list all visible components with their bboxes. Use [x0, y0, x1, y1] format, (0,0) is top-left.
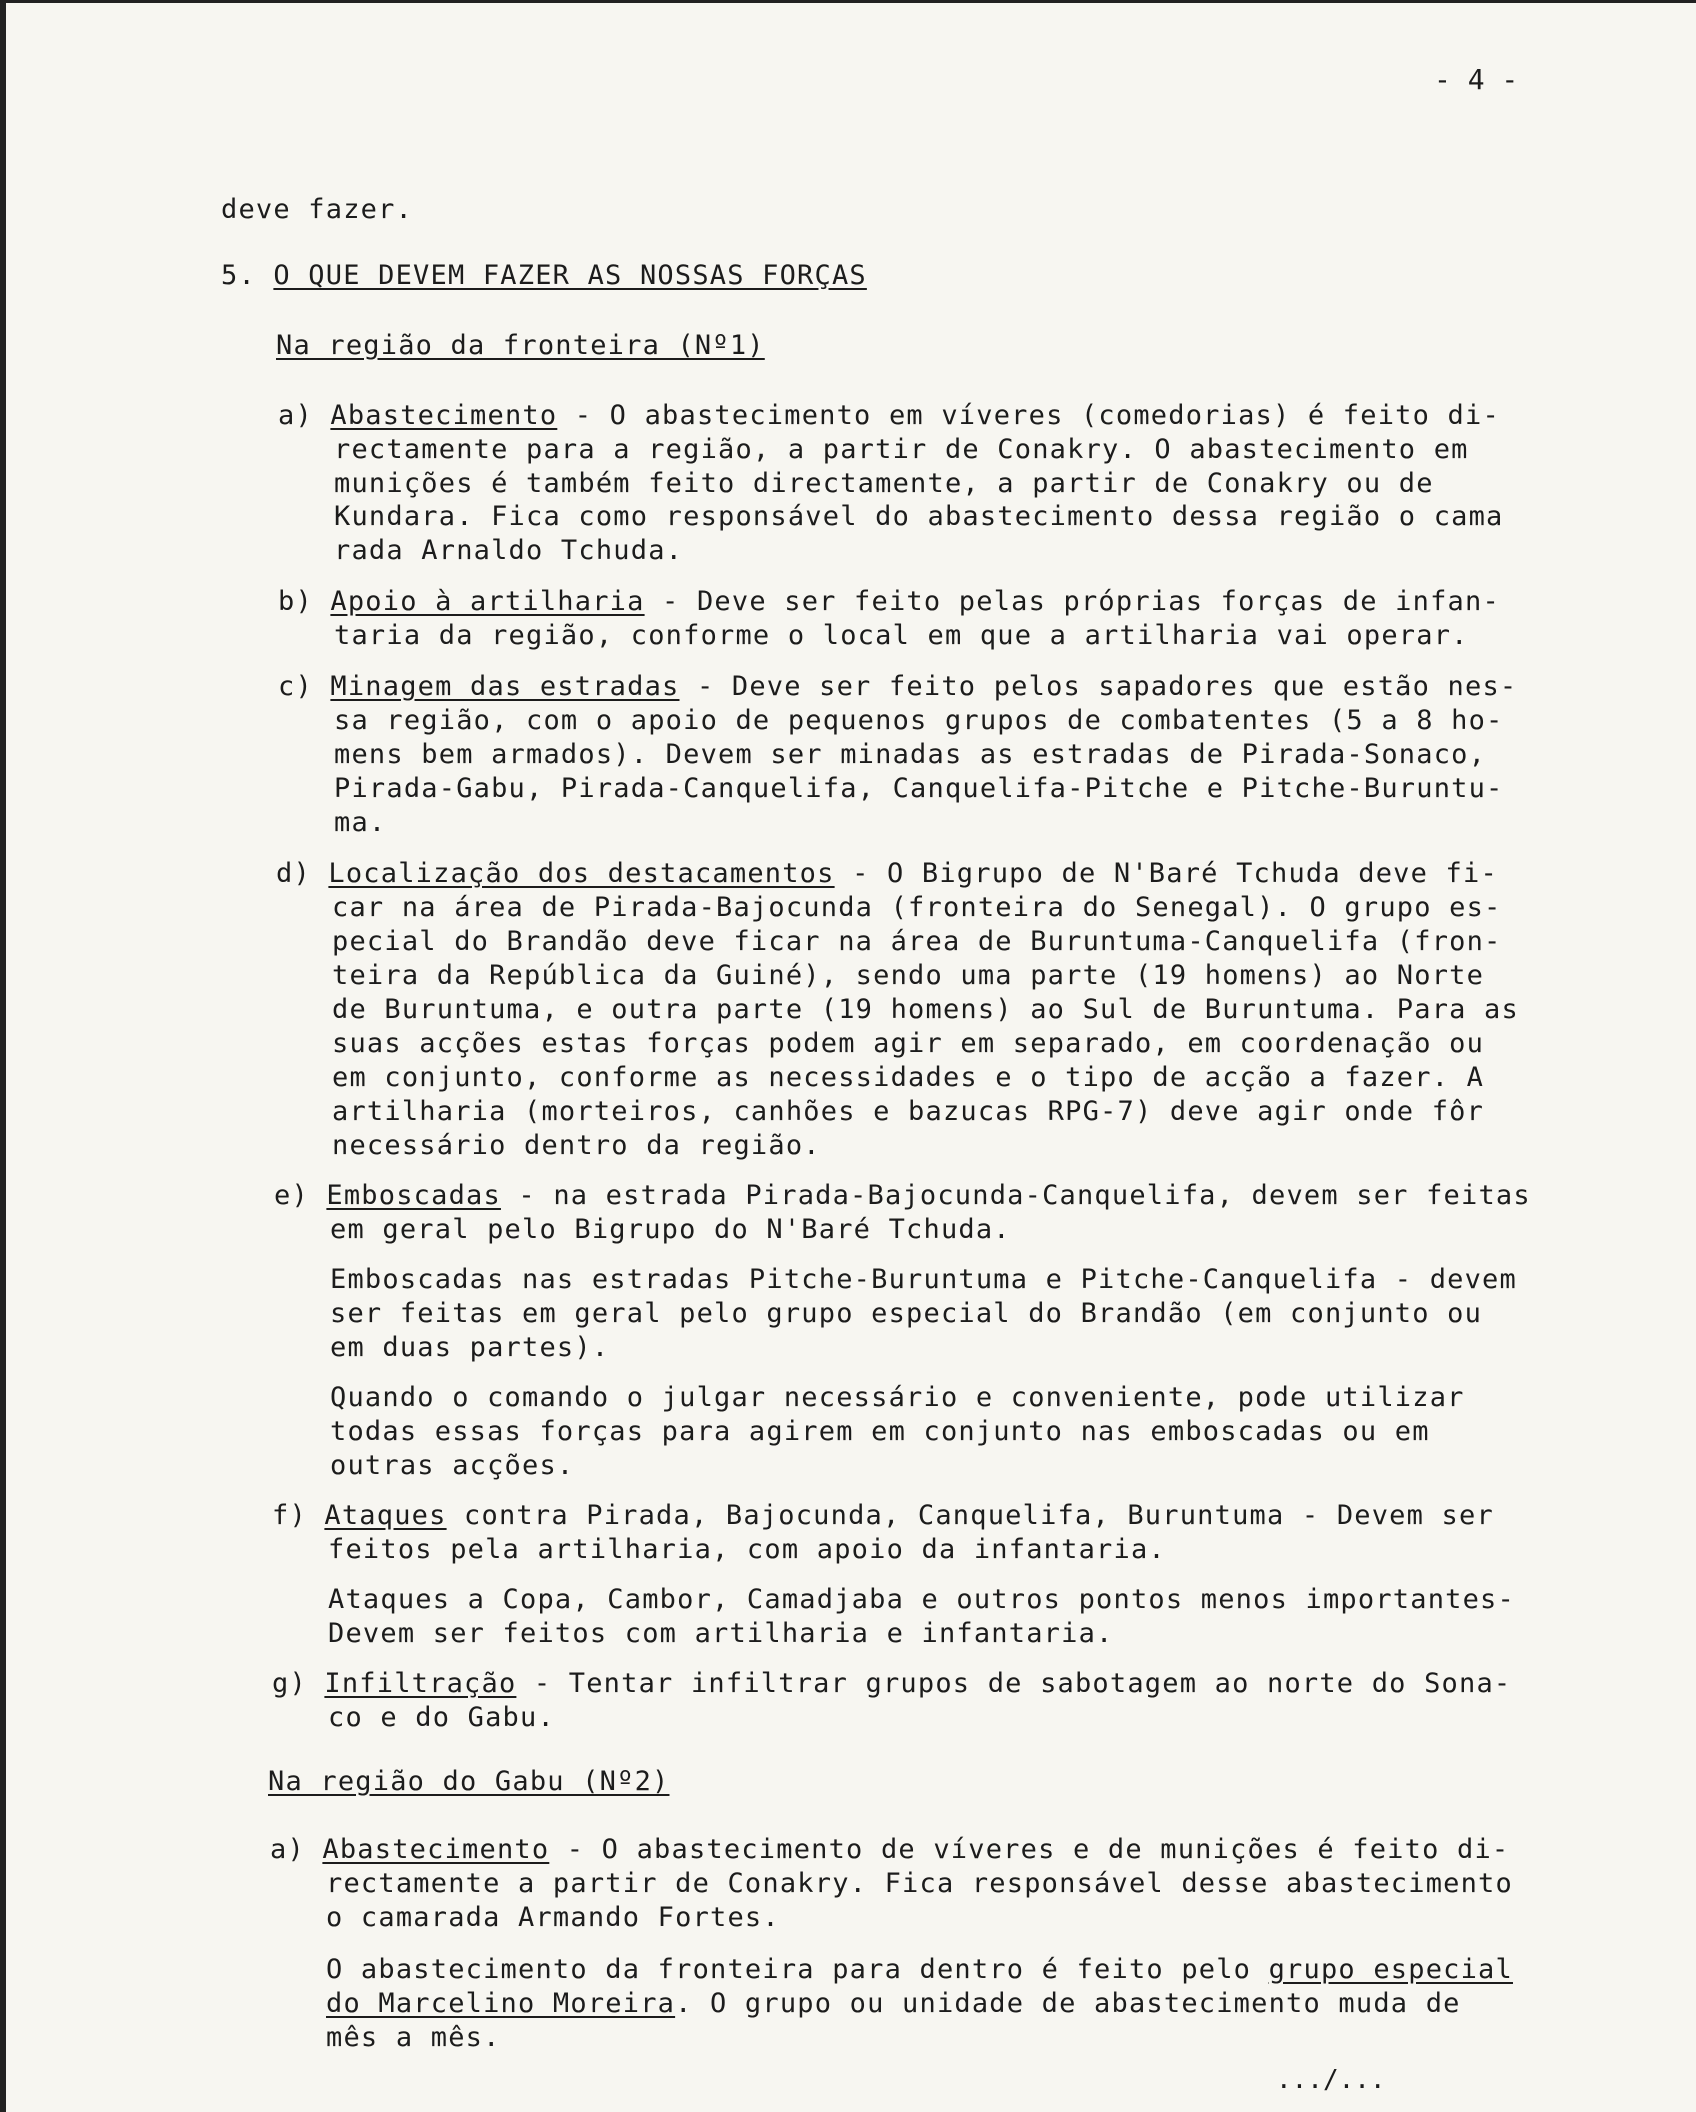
item-c-line1: c) Minagem das estradas - Deve ser feito pelos sapadores que estão nes-	[278, 671, 1518, 702]
item-e-para1-line2: ser feitas em geral pelo grupo especial do Brandão (em conjunto ou	[330, 1298, 1483, 1329]
item-f-para1-line1: Ataques a Copa, Cambor, Camadjaba e outros pontos menos importantes-	[328, 1584, 1515, 1615]
item-letter: f)	[272, 1500, 307, 1531]
item-title: Infiltração	[324, 1668, 517, 1699]
item-d-line9: necessário dentro da região.	[332, 1130, 821, 1161]
item-e-line1: e) Emboscadas - na estrada Pirada-Bajocunda-Canquelifa, devem ser feitas	[274, 1180, 1531, 1211]
item-title: Minagem das estradas	[330, 671, 680, 702]
item-title: Abastecimento	[330, 400, 558, 431]
item-letter: a)	[270, 1834, 305, 1865]
section-title: O QUE DEVEM FAZER AS NOSSAS FORÇAS	[273, 260, 867, 291]
item-e-para2-line2: todas essas forças para agirem em conjunto nas emboscadas ou em	[330, 1416, 1430, 1447]
item-e-para1-line1: Emboscadas nas estradas Pitche-Buruntuma e Pitche-Canquelifa - devem	[330, 1264, 1517, 1295]
item-letter: a)	[278, 400, 313, 431]
item-letter: b)	[278, 586, 313, 617]
item-letter: d)	[276, 858, 311, 889]
item-d-line4: teira da República da Guiné), sendo uma parte (19 homens) ao Norte	[332, 960, 1485, 991]
item-e-line2: em geral pelo Bigrupo do N'Baré Tchuda.	[330, 1214, 1011, 1245]
item-d-line7: em conjunto, conforme as necessidades e o tipo de acção a fazer. A	[332, 1062, 1485, 1093]
item-e-para1-line3: em duas partes).	[330, 1332, 610, 1363]
r2-para-line1: O abastecimento da fronteira para dentro é feito pelo grupo especial	[326, 1954, 1513, 1985]
item-d-line8: artilharia (morteiros, canhões e bazucas RPG-7) deve agir onde fôr	[332, 1096, 1485, 1127]
item-letter: g)	[272, 1668, 307, 1699]
r2-para-line3: mês a mês.	[326, 2022, 501, 2053]
item-a-line5: rada Arnaldo Tchuda.	[334, 535, 684, 566]
item-a-line2: rectamente para a região, a partir de Conakry. O abastecimento em	[334, 434, 1469, 465]
item-d-line3: pecial do Brandão deve ficar na área de Buruntuma-Canquelifa (fron-	[332, 926, 1502, 957]
item-f-line2: feitos pela artilharia, com apoio da infantaria.	[328, 1534, 1166, 1565]
r2-item-a-line3: o camarada Armando Fortes.	[326, 1902, 780, 1933]
item-d-line6: suas acções estas forças podem agir em separado, em coordenação ou	[332, 1028, 1485, 1059]
item-d-line5: de Buruntuma, e outra parte (19 homens) ao Sul de Buruntuma. Para as	[332, 994, 1519, 1025]
item-title: Localização dos destacamentos	[328, 858, 835, 889]
item-title: Apoio à artilharia	[330, 586, 645, 617]
continues-mark: .../...	[1276, 2065, 1386, 2095]
item-e-para2-line1: Quando o comando o julgar necessário e conveniente, pode utilizar	[330, 1382, 1465, 1413]
region2-heading: Na região do Gabu (Nº2)	[268, 1766, 670, 1797]
item-a-line3: munições é também feito directamente, a partir de Conakry ou de	[334, 468, 1434, 499]
item-f-para1-line2: Devem ser feitos com artilharia e infantaria.	[328, 1618, 1114, 1649]
item-title: Emboscadas	[326, 1180, 501, 1211]
item-c-line3: mens bem armados). Devem ser minadas as estradas de Pirada-Sonaco,	[334, 739, 1487, 770]
page-number: - 4 -	[1434, 63, 1519, 96]
r2-item-a-line1: a) Abastecimento - O abastecimento de víveres e de munições é feito di-	[270, 1834, 1510, 1865]
item-d-line1: d) Localização dos destacamentos - O Bigrupo de N'Baré Tchuda deve fi-	[276, 858, 1498, 889]
item-c-line4: Pirada-Gabu, Pirada-Canquelifa, Canquelifa-Pitche e Pitche-Buruntu-	[334, 773, 1504, 804]
section-number: 5.	[221, 260, 256, 291]
item-f-line1: f) Ataques contra Pirada, Bajocunda, Canquelifa, Buruntuma - Devem ser	[272, 1500, 1494, 1531]
item-e-para2-line3: outras acções.	[330, 1450, 575, 1481]
item-g-line2: co e do Gabu.	[328, 1702, 555, 1733]
item-c-line5: ma.	[334, 807, 387, 838]
item-title: Ataques	[324, 1500, 447, 1531]
item-letter: e)	[274, 1180, 309, 1211]
item-c-line2: sa região, com o apoio de pequenos grupos de combatentes (5 a 8 ho-	[334, 705, 1504, 736]
continuation-text: deve fazer.	[221, 194, 414, 225]
item-b-line2: taria da região, conforme o local em que a artilharia vai operar.	[334, 620, 1469, 651]
section-heading	[221, 259, 867, 293]
item-b-line1: b) Apoio à artilharia - Deve ser feito pelas próprias forças de infan-	[278, 586, 1500, 617]
item-d-line2: car na área de Pirada-Bajocunda (fronteira do Senegal). O grupo es-	[332, 892, 1502, 923]
item-a-line1: a) Abastecimento - O abastecimento em víveres (comedorias) é feito di-	[278, 400, 1500, 431]
item-letter: c)	[278, 671, 313, 702]
r2-item-a-line2: rectamente a partir de Conakry. Fica responsável desse abastecimento	[326, 1868, 1513, 1899]
item-g-line1: g) Infiltração - Tentar infiltrar grupos de sabotagem ao norte do Sona-	[272, 1668, 1512, 1699]
item-title: Abastecimento	[322, 1834, 550, 1865]
item-a-line4: Kundara. Fica como responsável do abastecimento dessa região o cama	[334, 501, 1504, 532]
region1-heading: Na região da fronteira (Nº1)	[276, 330, 765, 361]
r2-para-line2: do Marcelino Moreira. O grupo ou unidade de abastecimento muda de	[326, 1988, 1461, 2019]
